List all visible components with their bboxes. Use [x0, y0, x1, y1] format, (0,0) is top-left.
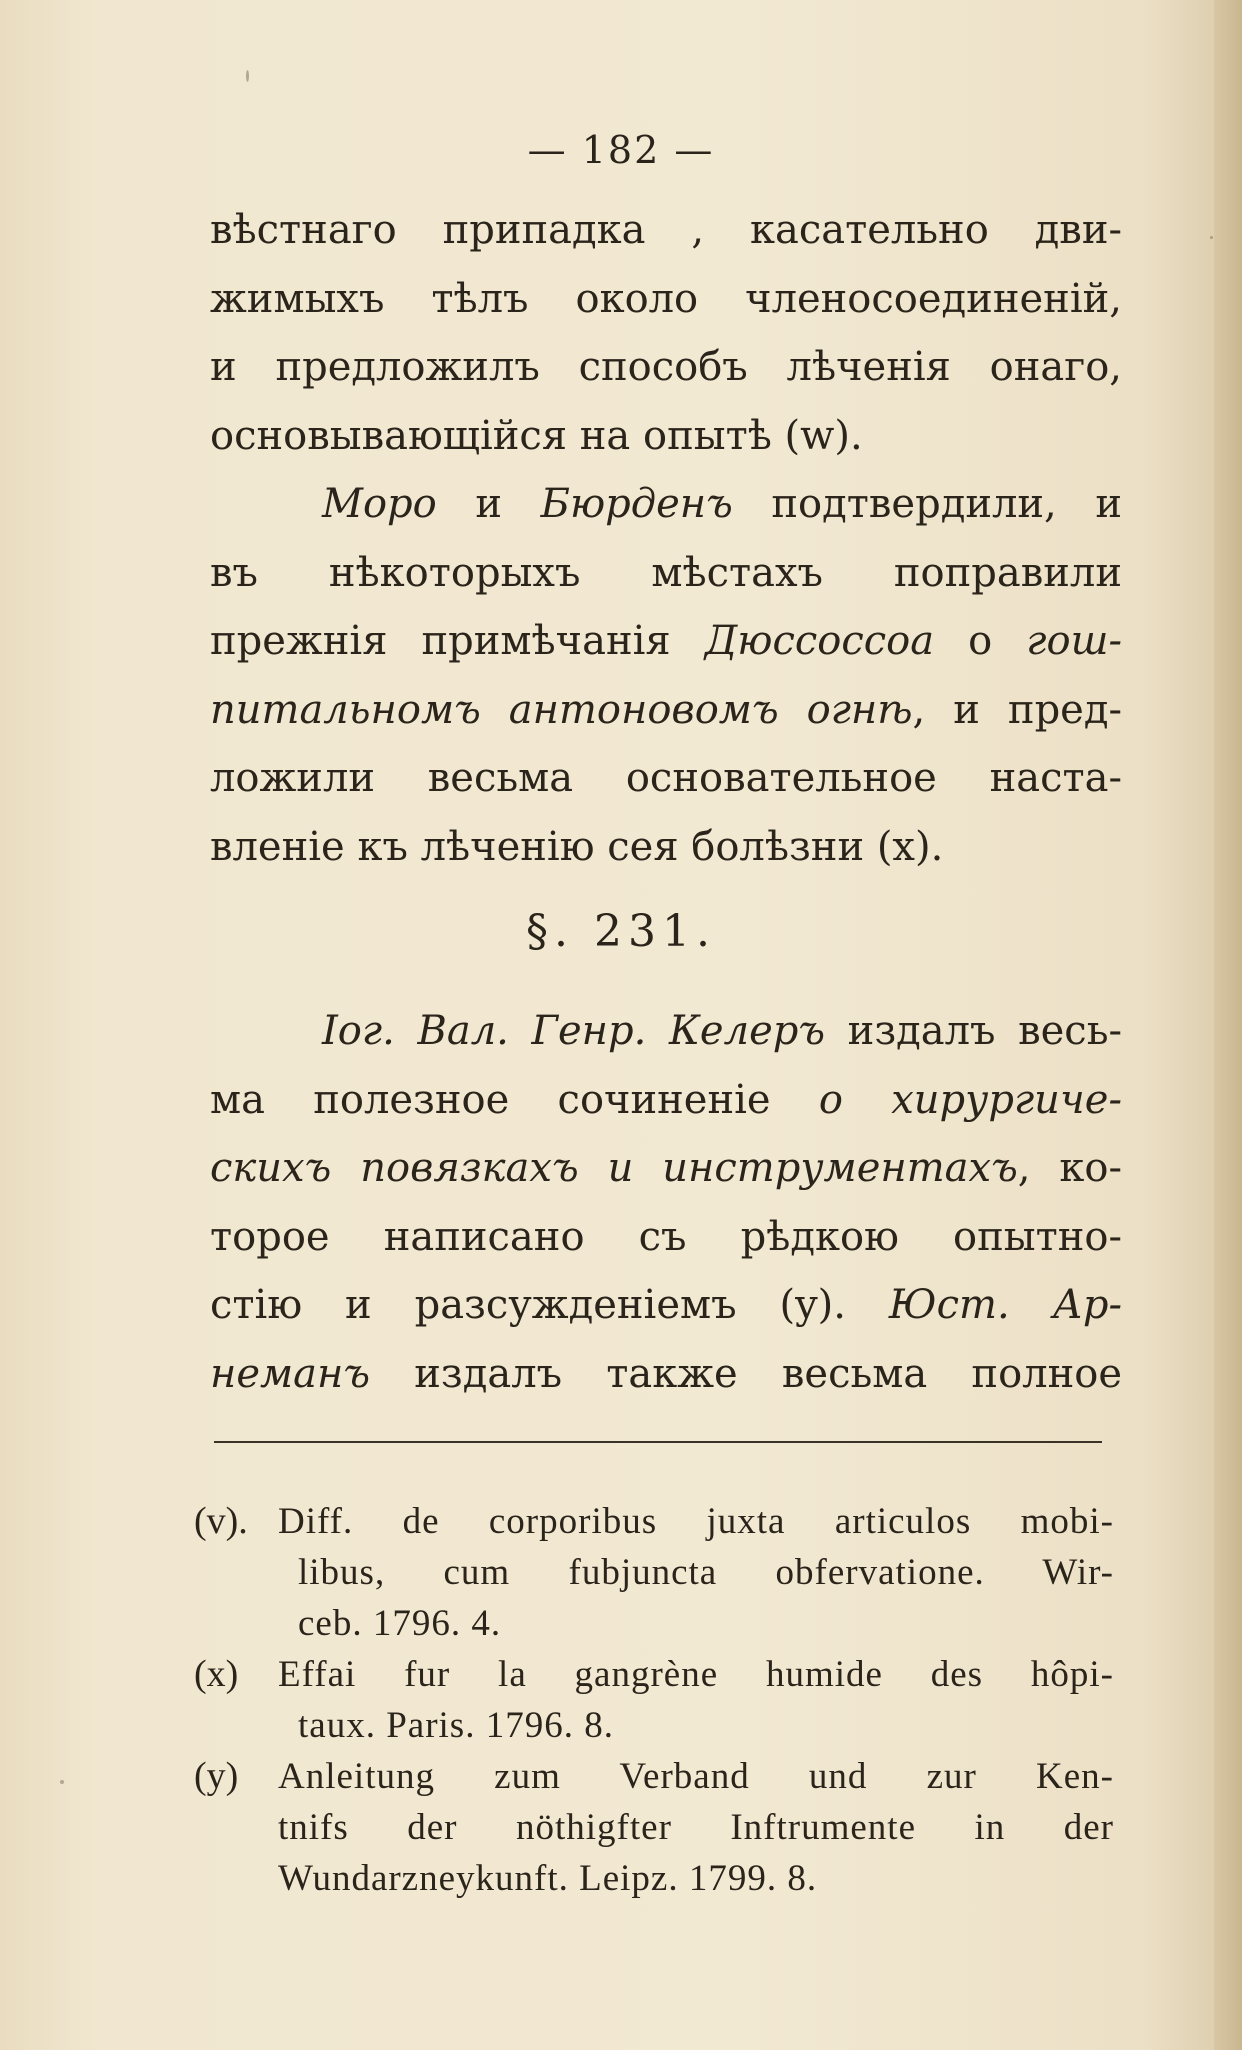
section-heading: §. 231. [526, 906, 716, 957]
footnote-y [194, 1751, 1114, 1904]
text-line: вѣстнаго припадка , касательно дви- [210, 207, 1122, 253]
text-line: скихъ повязкахъ и инструментахъ, ко- [210, 1145, 1122, 1191]
author-name: Бюрденъ [540, 481, 733, 527]
text-line: Моро и Бюрденъ подтвердили, и [322, 481, 1122, 527]
footnote-v [194, 1496, 1114, 1649]
footnote-mark: (v). [194, 1500, 248, 1542]
author-name: неманъ [210, 1350, 371, 1397]
author-name: Юст. Ар- [888, 1282, 1122, 1328]
text-line: питальномъ антоновомъ огнѣ, и пред- [210, 686, 1122, 733]
author-name: Моро [322, 481, 437, 527]
work-title: скихъ повязкахъ и инструментахъ [210, 1145, 1018, 1191]
footnotes [194, 1496, 1114, 1904]
work-title: о хирургиче- [818, 1076, 1122, 1123]
text-line: Iог. Вал. Генр. Келеръ издалъ весь- [322, 1008, 1122, 1054]
text-line: вленiе къ лѣченiю сея болѣзни (x). [210, 823, 944, 870]
main-text-top [210, 196, 1122, 881]
text-line: жимыхъ тѣлъ около членосоединенiй, [210, 275, 1122, 322]
text-line: неманъ издалъ также весьма полное [210, 1350, 1122, 1397]
footnote-line: taux. Paris. 1796. 8. [298, 1705, 614, 1746]
author-name: Iог. Вал. Генр. Келеръ [322, 1008, 826, 1054]
text-line: основывающiйся на опытѣ (w). [210, 412, 863, 459]
footnote-line: ceb. 1796. 4. [298, 1603, 502, 1644]
paper-speck [1210, 236, 1213, 239]
work-title: питальномъ антоновомъ огнѣ [210, 686, 913, 733]
footnote-line: libus, cum fubjuncta obfervatione. Wir- [298, 1552, 1114, 1593]
text-line: ложили весьма основательное наста- [210, 755, 1122, 801]
text-line: въ нѣкоторыхъ мѣстахъ поправили [210, 549, 1122, 596]
footnote-line: Wundarzneykunft. Leipz. 1799. 8. [278, 1858, 818, 1899]
paper-speck [246, 70, 249, 82]
text-line: ма полезное сочиненiе о хирургиче- [210, 1076, 1122, 1123]
footnote-mark: (x) [194, 1653, 239, 1695]
footnote-line: Anleitung zum Verband und zur Ken- [278, 1756, 1114, 1797]
footnote-x [194, 1649, 1114, 1751]
footnote-line: tnifs der nöthigfter Inftrumente in der [278, 1807, 1114, 1848]
main-text-bottom [210, 997, 1122, 1408]
footnote-divider [214, 1441, 1102, 1443]
work-title: гош- [1026, 618, 1122, 664]
page-edge [1214, 0, 1242, 2050]
paper-speck [60, 1780, 64, 1784]
footnote-mark: (y) [194, 1755, 239, 1797]
footnote-line: Effai fur la gangrène humide des hôpi- [278, 1654, 1114, 1695]
text-line: торое написано съ рѣдкою опытно- [210, 1213, 1122, 1260]
text-line: и предложилъ способъ лѣченiя онаго, [210, 344, 1122, 390]
author-name: Дюссоссоа [704, 618, 935, 664]
page-number: — 182 — [527, 128, 715, 172]
footnote-line: Diff. de corporibus juxta articulos mobi- [278, 1501, 1114, 1542]
text-line: прежнiя примѣчанiя Дюссоссоа о гош- [210, 618, 1122, 664]
text-line: стiю и разсужденiемъ (y). Юст. Ар- [210, 1282, 1122, 1328]
